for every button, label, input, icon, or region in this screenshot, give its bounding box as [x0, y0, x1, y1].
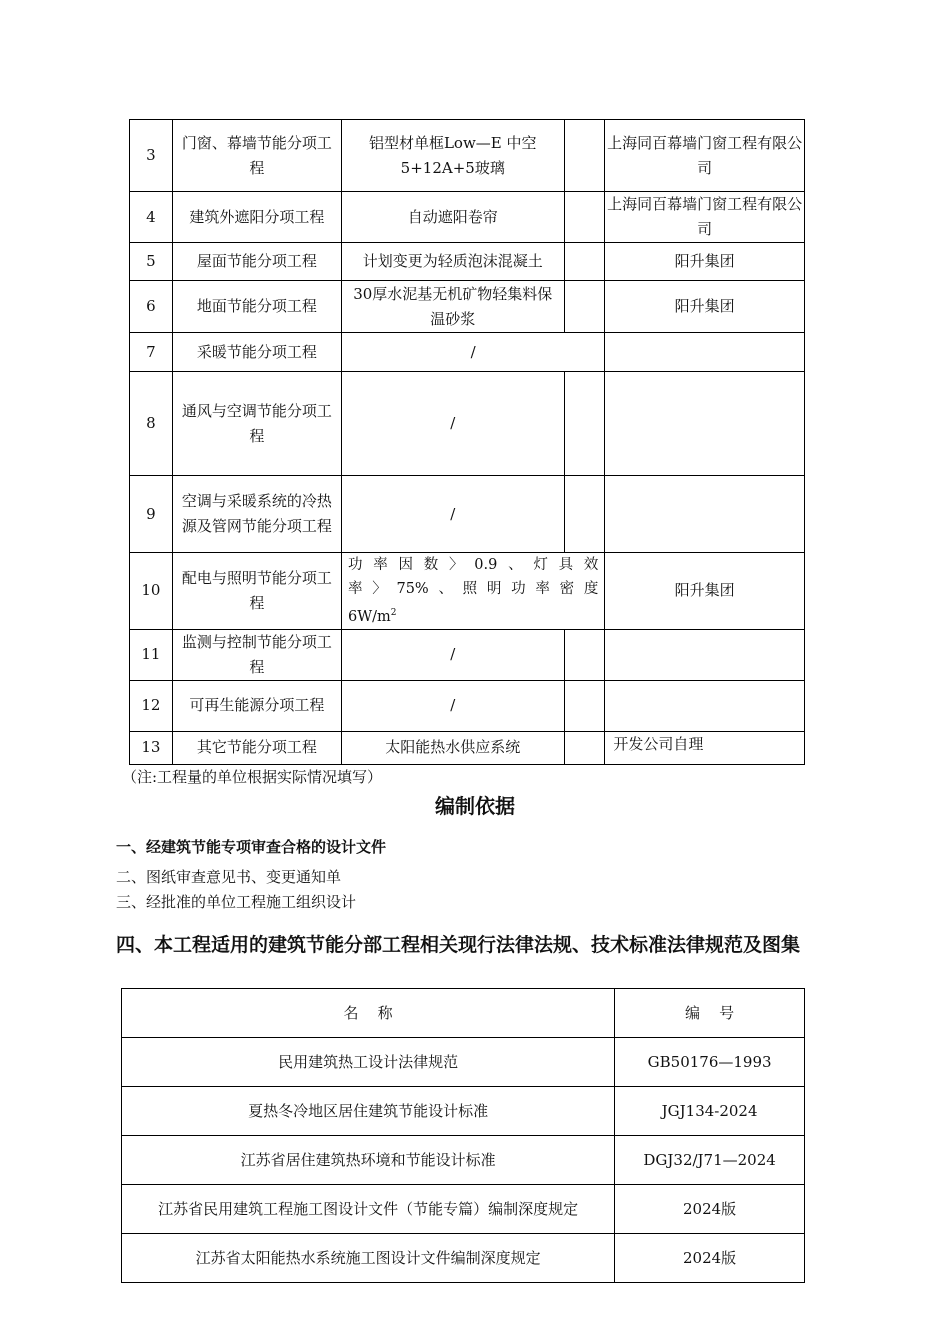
- standard-name: 江苏省民用建筑工程施工图设计文件（节能专篇）编制深度规定: [122, 1185, 615, 1234]
- standard-name: 江苏省居住建筑热环境和节能设计标准: [122, 1136, 615, 1185]
- table-row: [130, 629, 805, 680]
- empty-cell: [564, 372, 605, 476]
- subitem-name: 空调与采暖系统的冷热源及管网节能分项工程: [172, 476, 341, 553]
- spec-line: [348, 601, 598, 629]
- subitem-name: 可再生能源分项工程: [172, 680, 341, 731]
- row-number: 10: [130, 553, 173, 630]
- row-number: 4: [130, 192, 173, 243]
- material-spec: 30厚水泥基无机矿物轻集料保温砂浆: [342, 281, 565, 333]
- table-row: [122, 1136, 805, 1185]
- row-number: 9: [130, 476, 173, 553]
- subitem-name: 其它节能分项工程: [172, 731, 341, 764]
- table-row: [130, 731, 805, 764]
- table-row: [130, 281, 805, 333]
- subitem-name: 配电与照明节能分项工程: [172, 553, 341, 630]
- table-row: [122, 1185, 805, 1234]
- table-row: [130, 333, 805, 372]
- table-row: [130, 553, 805, 630]
- standard-code: 2024版: [615, 1185, 805, 1234]
- basis-item-1: 一、经建筑节能专项审查合格的设计文件: [116, 838, 387, 856]
- table-header-row: [122, 989, 805, 1038]
- header-code: 编 号: [615, 989, 805, 1038]
- standard-code: GB50176—1993: [615, 1038, 805, 1087]
- empty-cell: [564, 731, 605, 764]
- material-spec: /: [342, 476, 565, 553]
- material-spec: /: [342, 372, 565, 476]
- standard-code: DGJ32/J71—2024: [615, 1136, 805, 1185]
- table-row: [130, 243, 805, 281]
- contractor: [605, 476, 805, 553]
- material-spec: /: [342, 680, 565, 731]
- spec-value: 6W/m: [348, 608, 391, 625]
- row-number: 12: [130, 680, 173, 731]
- table-row: [130, 476, 805, 553]
- subitem-name: 屋面节能分项工程: [172, 243, 341, 281]
- contractor: [605, 629, 805, 680]
- energy-saving-subitem-table: [129, 119, 805, 765]
- table-row: [130, 680, 805, 731]
- subitem-name: 监测与控制节能分项工程: [172, 629, 341, 680]
- empty-cell: [564, 243, 605, 281]
- material-spec: [342, 553, 605, 630]
- standard-name: 民用建筑热工设计法律规范: [122, 1038, 615, 1087]
- material-spec: /: [342, 333, 605, 372]
- empty-cell: [564, 281, 605, 333]
- header-name: 名 称: [122, 989, 615, 1038]
- table-row: [130, 192, 805, 243]
- row-number: 8: [130, 372, 173, 476]
- row-number: 11: [130, 629, 173, 680]
- contractor: 开发公司自理: [605, 731, 805, 764]
- table-row: [130, 120, 805, 192]
- contractor: 阳升集团: [605, 243, 805, 281]
- material-spec: /: [342, 629, 565, 680]
- superscript: 2: [390, 608, 397, 618]
- contractor: [605, 333, 805, 372]
- empty-cell: [564, 476, 605, 553]
- empty-cell: [564, 192, 605, 243]
- subitem-name: 通风与空调节能分项工程: [172, 372, 341, 476]
- table-row: [122, 1234, 805, 1283]
- spec-line: 功率因数〉0.9、灯具效: [348, 557, 599, 573]
- standard-name: 江苏省太阳能热水系统施工图设计文件编制深度规定: [122, 1234, 615, 1283]
- row-number: 5: [130, 243, 173, 281]
- table-row: [122, 1038, 805, 1087]
- contractor: [605, 680, 805, 731]
- standard-code: JGJ134-2024: [615, 1087, 805, 1136]
- contractor: 上海同百幕墙门窗工程有限公司: [605, 120, 805, 192]
- subitem-name: 建筑外遮阳分项工程: [172, 192, 341, 243]
- spec-line: 率〉75%、照明功率密度: [348, 581, 599, 597]
- basis-item-4-heading: 四、本工程适用的建筑节能分部工程相关现行法律法规、技术标准法律规范及图集: [116, 934, 801, 956]
- material-spec: 铝型材单框Low—E 中空5+12A+5玻璃: [342, 120, 565, 192]
- table-note: （注:工程量的单位根据实际情况填写）: [122, 768, 383, 786]
- section-title: 编制依据: [435, 794, 515, 818]
- material-spec: 太阳能热水供应系统: [342, 731, 565, 764]
- contractor: [605, 372, 805, 476]
- basis-item-3: 三、经批准的单位工程施工组织设计: [116, 893, 357, 911]
- subitem-name: 采暖节能分项工程: [172, 333, 341, 372]
- subitem-name: 门窗、幕墙节能分项工程: [172, 120, 341, 192]
- material-spec: 自动遮阳卷帘: [342, 192, 565, 243]
- standard-code: 2024版: [615, 1234, 805, 1283]
- row-number: 6: [130, 281, 173, 333]
- empty-cell: [564, 680, 605, 731]
- contractor: 上海同百幕墙门窗工程有限公司: [605, 192, 805, 243]
- material-spec: 计划变更为轻质泡沫混凝土: [342, 243, 565, 281]
- contractor: 阳升集团: [605, 553, 805, 630]
- standards-table: [121, 988, 805, 1283]
- basis-item-2: 二、图纸审查意见书、变更通知单: [116, 868, 342, 886]
- row-number: 3: [130, 120, 173, 192]
- subitem-name: 地面节能分项工程: [172, 281, 341, 333]
- row-number: 13: [130, 731, 173, 764]
- empty-cell: [564, 120, 605, 192]
- row-number: 7: [130, 333, 173, 372]
- table-row: [130, 372, 805, 476]
- empty-cell: [564, 629, 605, 680]
- table-row: [122, 1087, 805, 1136]
- contractor: 阳升集团: [605, 281, 805, 333]
- standard-name: 夏热冬冷地区居住建筑节能设计标准: [122, 1087, 615, 1136]
